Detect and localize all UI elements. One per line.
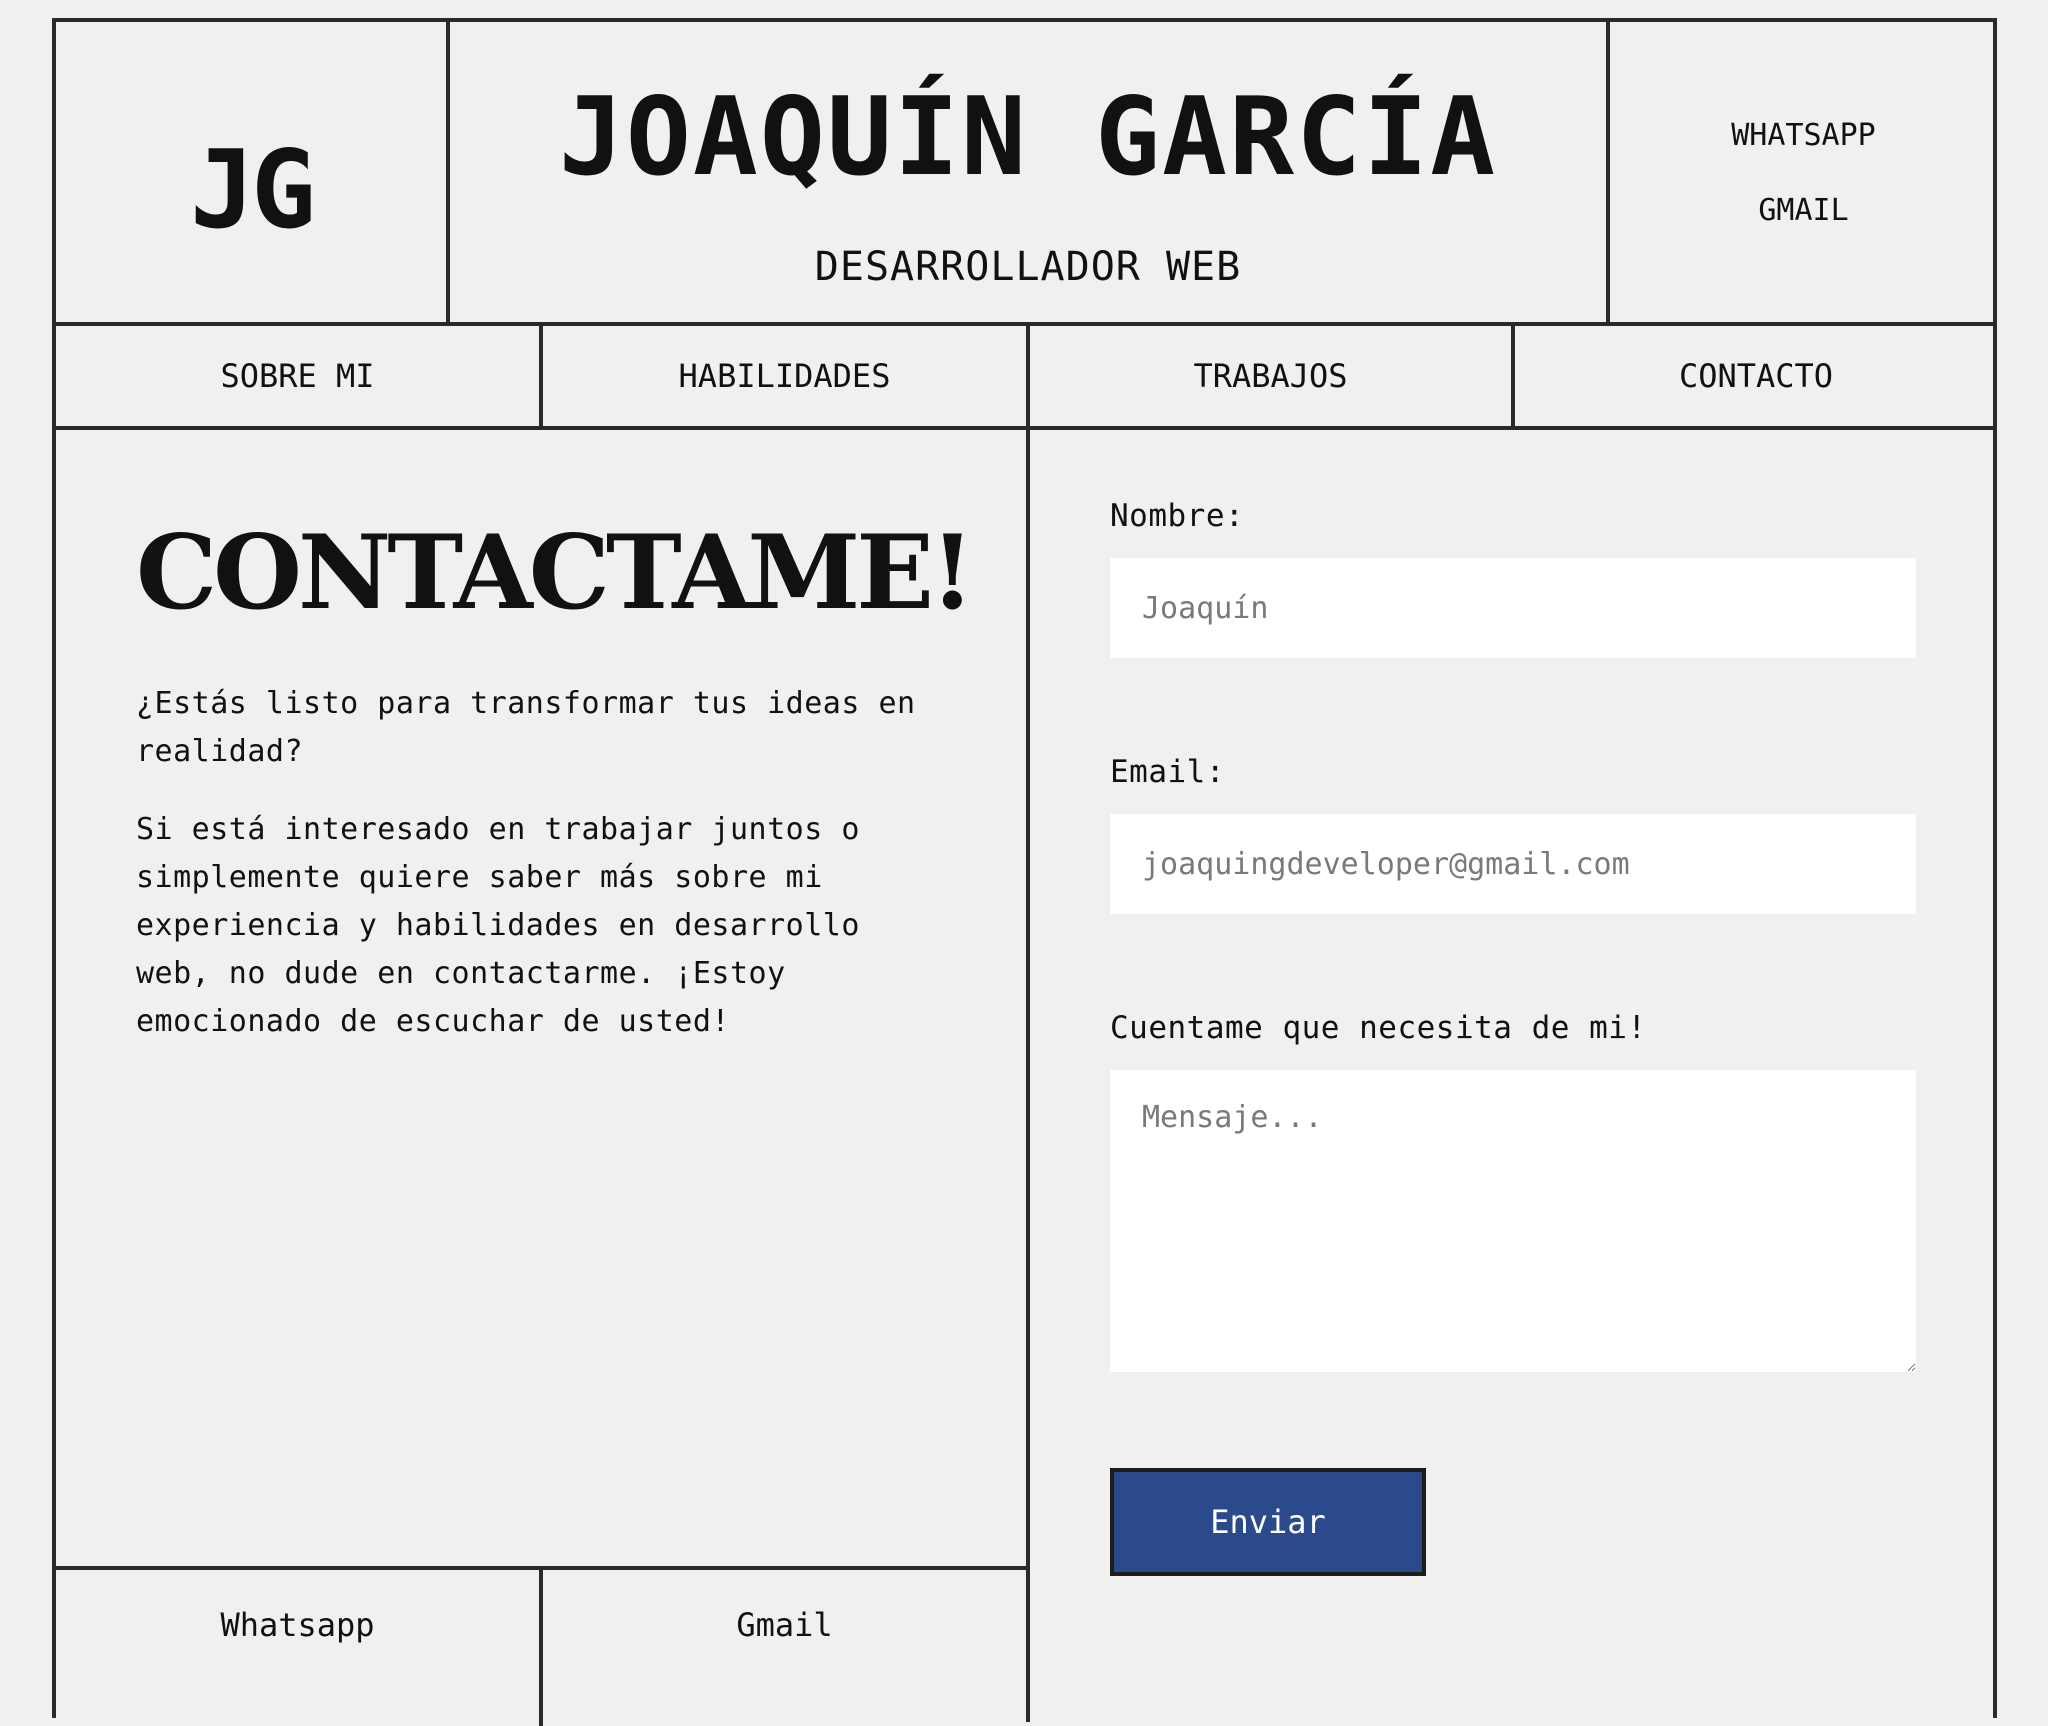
logo: JG: [189, 127, 313, 253]
email-label: Email:: [1110, 754, 1225, 790]
whatsapp-link[interactable]: WHATSAPP: [1731, 118, 1876, 153]
contact-intro: ¿Estás listo para transformar tus ideas en realidad?: [136, 686, 916, 769]
nav-item-sobre-mi[interactable]: SOBRE MI: [220, 357, 375, 395]
email-input[interactable]: [1110, 814, 1916, 914]
spacer: [1110, 658, 1997, 754]
page-frame: [52, 18, 1997, 1718]
message-textarea[interactable]: [1110, 1070, 1916, 1372]
gmail-link[interactable]: GMAIL: [1758, 193, 1849, 228]
contact-info: [56, 430, 1026, 1566]
nav-item-contacto[interactable]: CONTACTO: [1678, 357, 1834, 395]
whatsapp-button[interactable]: Whatsapp: [220, 1606, 375, 1644]
name-input[interactable]: [1110, 558, 1916, 658]
hero: [450, 22, 1606, 322]
nav-item-habilidades[interactable]: HABILIDADES: [678, 357, 891, 395]
submit-button[interactable]: Enviar: [1110, 1468, 1426, 1576]
spacer: [1110, 914, 1997, 1010]
header-links: [1610, 22, 1997, 322]
name-label: Nombre:: [1110, 498, 1245, 534]
page-title: JOAQUÍN GARCÍA: [558, 75, 1498, 200]
gmail-button[interactable]: Gmail: [736, 1606, 833, 1644]
nav-item-trabajos[interactable]: TRABAJOS: [1193, 357, 1348, 395]
contact-title: CONTACTAME!: [136, 513, 971, 633]
subtitle: DESARROLLADOR WEB: [814, 244, 1242, 290]
contact-form: [1030, 430, 1997, 1690]
message-label: Cuentame que necesita de mi!: [1110, 1010, 1647, 1046]
contact-body: Si está interesado en trabajar juntos o simplemente quiere saber más sobre mi experiencia y habilidades en desarrollo web, no dude en contactarme. ¡Estoy emocionado de escuchar de usted!: [136, 812, 860, 1039]
